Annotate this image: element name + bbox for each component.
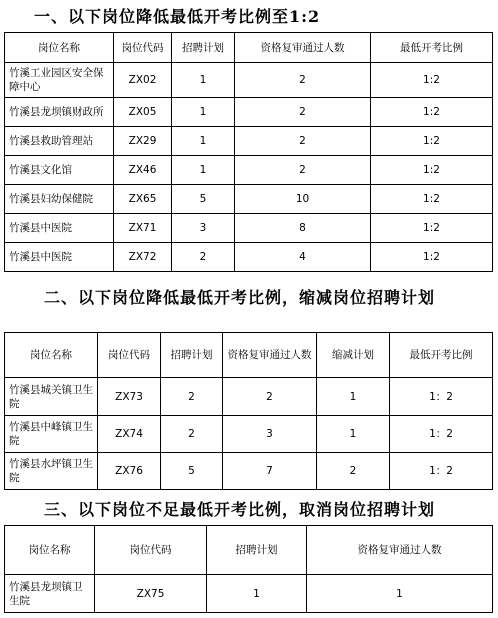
cell-plan: 2 (161, 378, 223, 416)
col-header-plan: 招聘计划 (172, 33, 235, 63)
cell-passed: 7 (223, 453, 317, 490)
cell-passed: 2 (235, 98, 371, 127)
cell-plan: 2 (161, 416, 223, 453)
cell-plan: 1 (172, 127, 235, 156)
table-row (5, 243, 493, 272)
cell-name: 竹溪县龙坝镇财政所 (5, 98, 114, 127)
cell-ratio: 1:2 (371, 243, 493, 272)
cell-name: 竹溪县救助管理站 (5, 127, 114, 156)
cell-ratio: 1:2 (371, 156, 493, 185)
cell-plan: 3 (172, 214, 235, 243)
cell-code: ZX65 (114, 185, 172, 214)
col-header-name: 岗位名称 (5, 333, 98, 378)
table-row (5, 127, 493, 156)
cell-plan: 1 (172, 98, 235, 127)
section-1-heading: 一、以下岗位降低最低开考比例至1:2 (34, 7, 321, 26)
cell-passed: 1 (307, 575, 493, 613)
cell-name: 竹溪县中峰镇卫生院 (5, 416, 98, 453)
table-row (5, 378, 493, 416)
cell-plan: 2 (172, 243, 235, 272)
cell-plan: 5 (161, 453, 223, 490)
cell-name: 竹溪县妇幼保健院 (5, 185, 114, 214)
col-header-reduced: 缩减计划 (317, 333, 390, 378)
col-header-plan: 招聘计划 (161, 333, 223, 378)
cell-plan: 1 (172, 63, 235, 98)
cell-ratio: 1:2 (371, 127, 493, 156)
cell-code: ZX72 (114, 243, 172, 272)
cell-code: ZX75 (95, 575, 207, 613)
cell-passed: 2 (223, 378, 317, 416)
table-row (5, 416, 493, 453)
cell-name: 竹溪县中医院 (5, 214, 114, 243)
table-header-row (5, 526, 493, 575)
cell-ratio: 1:2 (371, 185, 493, 214)
col-header-code: 岗位代码 (114, 33, 172, 63)
cell-plan: 5 (172, 185, 235, 214)
cell-code: ZX71 (114, 214, 172, 243)
cell-code: ZX76 (98, 453, 161, 490)
cell-reduced: 2 (317, 453, 390, 490)
col-header-passed: 资格复审通过人数 (307, 526, 493, 575)
table-section-1 (4, 32, 493, 272)
col-header-ratio: 最低开考比例 (371, 33, 493, 63)
table-row (5, 214, 493, 243)
table-header-row (5, 33, 493, 63)
cell-ratio: 1：2 (390, 453, 493, 490)
cell-passed: 10 (235, 185, 371, 214)
cell-ratio: 1:2 (371, 214, 493, 243)
cell-plan: 1 (172, 156, 235, 185)
cell-code: ZX73 (98, 378, 161, 416)
cell-passed: 4 (235, 243, 371, 272)
cell-plan: 1 (207, 575, 307, 613)
cell-ratio: 1:2 (371, 98, 493, 127)
table-row (5, 63, 493, 98)
cell-code: ZX46 (114, 156, 172, 185)
cell-code: ZX74 (98, 416, 161, 453)
table-row (5, 98, 493, 127)
cell-code: ZX02 (114, 63, 172, 98)
table-section-3 (4, 525, 493, 613)
table-row (5, 453, 493, 490)
section-3-heading: 三、以下岗位不足最低开考比例，取消岗位招聘计划 (44, 500, 436, 519)
cell-passed: 2 (235, 127, 371, 156)
cell-name: 竹溪县中医院 (5, 243, 114, 272)
col-header-ratio: 最低开考比例 (390, 333, 493, 378)
col-header-name: 岗位名称 (5, 526, 95, 575)
cell-name: 竹溪工业园区安全保障中心 (5, 63, 114, 98)
cell-name: 竹溪县水坪镇卫生院 (5, 453, 98, 490)
cell-passed: 8 (235, 214, 371, 243)
table-row (5, 156, 493, 185)
cell-name: 竹溪县城关镇卫生院 (5, 378, 98, 416)
cell-ratio: 1:2 (371, 63, 493, 98)
col-header-plan: 招聘计划 (207, 526, 307, 575)
table-row (5, 575, 493, 613)
cell-ratio: 1：2 (390, 378, 493, 416)
cell-name: 竹溪县文化馆 (5, 156, 114, 185)
cell-reduced: 1 (317, 378, 390, 416)
table-section-2 (4, 332, 493, 490)
cell-passed: 2 (235, 156, 371, 185)
col-header-passed: 资格复审通过人数 (223, 333, 317, 378)
table-row (5, 185, 493, 214)
cell-code: ZX29 (114, 127, 172, 156)
cell-reduced: 1 (317, 416, 390, 453)
col-header-passed: 资格复审通过人数 (235, 33, 371, 63)
cell-name: 竹溪县龙坝镇卫生院 (5, 575, 95, 613)
cell-ratio: 1：2 (390, 416, 493, 453)
cell-passed: 2 (235, 63, 371, 98)
col-header-code: 岗位代码 (95, 526, 207, 575)
col-header-name: 岗位名称 (5, 33, 114, 63)
cell-passed: 3 (223, 416, 317, 453)
col-header-code: 岗位代码 (98, 333, 161, 378)
section-2-heading: 二、以下岗位降低最低开考比例，缩减岗位招聘计划 (44, 288, 436, 307)
cell-code: ZX05 (114, 98, 172, 127)
table-header-row (5, 333, 493, 378)
